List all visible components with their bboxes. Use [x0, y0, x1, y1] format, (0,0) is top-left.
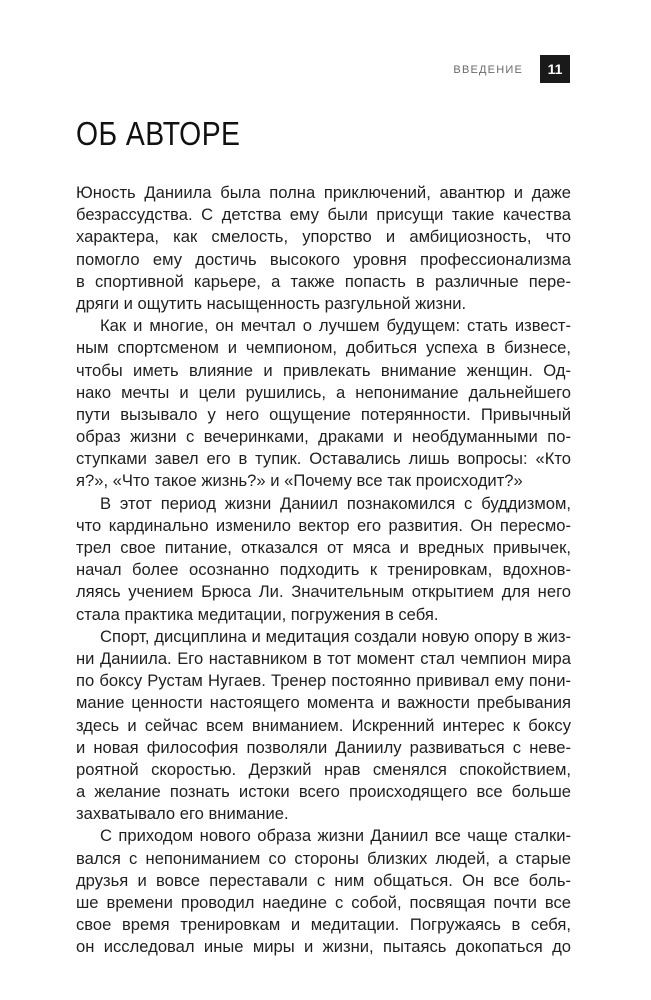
text-line: помогло ему достичь высокого уровня профессионализма [76, 249, 571, 269]
text-line: что кардинально изменило вектор его развития. Он пересмо- [76, 515, 571, 535]
text-line: Спорт, дисциплина и медитация создали новую опору в жиз- [100, 626, 571, 646]
text-line: в спортивной карьере, а также попасть в различные пере- [76, 271, 571, 291]
text-line: ступками завел его в тупик. Оставались лишь вопросы: «Кто [76, 449, 571, 469]
text-line: ным спортсменом и чемпионом, добиться успеха в бизнесе, [76, 338, 571, 358]
text-line: по боксу Рустам Нугаев. Тренер постоянно прививал ему пони- [76, 671, 571, 691]
text-line: С приходом нового образа жизни Даниил все чаще сталки- [100, 826, 571, 846]
text-line: Юность Даниила была полна приключений, авантюр и даже [76, 183, 571, 202]
chapter-title: ОБ АВТОРЕ [76, 115, 241, 152]
text-line: свое время тренировкам и медитации. Погружаясь в себя, [76, 915, 571, 935]
text-line: трел свое питание, отказался от мяса и вредных привычек, [76, 538, 571, 557]
text-line: пути вызывало у него ощущение потерянности. Привычный [76, 404, 571, 424]
text-line: друзья и вовсе переставали с ним общаться. Он все боль- [76, 870, 571, 890]
text-line: а желание познать истоки всего происходящего все больше [76, 782, 571, 802]
text-line: он исследовал иные миры и жизни, пытаясь докопаться до [76, 937, 571, 957]
text-line: ше времени проводил наедине с собой, посвящая почти все [76, 893, 571, 912]
text-line: Как и многие, он мечтал о лучшем будущем: стать извест- [100, 316, 571, 336]
page-number: 11 [540, 55, 570, 83]
text-line: ляясь учением Брюса Ли. Значительным открытием для него [76, 582, 571, 602]
text-line: характера, как смелость, упорство и амбициозность, что [76, 227, 571, 247]
text-line: мание ценности настоящего момента и важности пребывания [76, 693, 571, 713]
text-line: ни Даниила. Его наставником в тот момент стал чемпион мира [76, 648, 571, 668]
text-line: и новая философия позволяли Даниилу развиваться с неве- [76, 737, 571, 757]
running-head [0, 55, 651, 85]
text-line: В этот период жизни Даниил познакомился с буддизмом, [100, 493, 571, 513]
text-line: захватывало его внимание. [76, 804, 289, 824]
text-line: безрассудства. С детства ему были присущи такие качества [76, 205, 571, 225]
text-line: я?», «Что такое жизнь?» и «Почему все так происходит?» [76, 471, 523, 491]
text-line: вался с непониманием со стороны близких людей, а старые [76, 848, 571, 868]
text-line: начал более осознанно подходить к тренировкам, вдохнов- [76, 560, 571, 580]
text-line: образ жизни с вечеринками, драками и необдуманными по- [76, 427, 571, 447]
text-line: нако мечты и цели рушились, а непонимание дальнейшего [76, 382, 571, 402]
text-line: дряги и ощутить насыщенность разгульной жизни. [76, 293, 467, 313]
section-name: ВВЕДЕНИЕ [453, 64, 523, 76]
text-line: здесь и сейчас всем вниманием. Искренний интерес к боксу [76, 715, 571, 735]
body-text [76, 182, 571, 959]
text-line: чтобы иметь влияние и привлекать внимание женщин. Од- [76, 360, 571, 380]
text-line: роятной скоростью. Дерзкий нрав сменялся спокойствием, [76, 759, 571, 779]
text-line: стала практика медитации, погружения в себя. [76, 604, 439, 624]
